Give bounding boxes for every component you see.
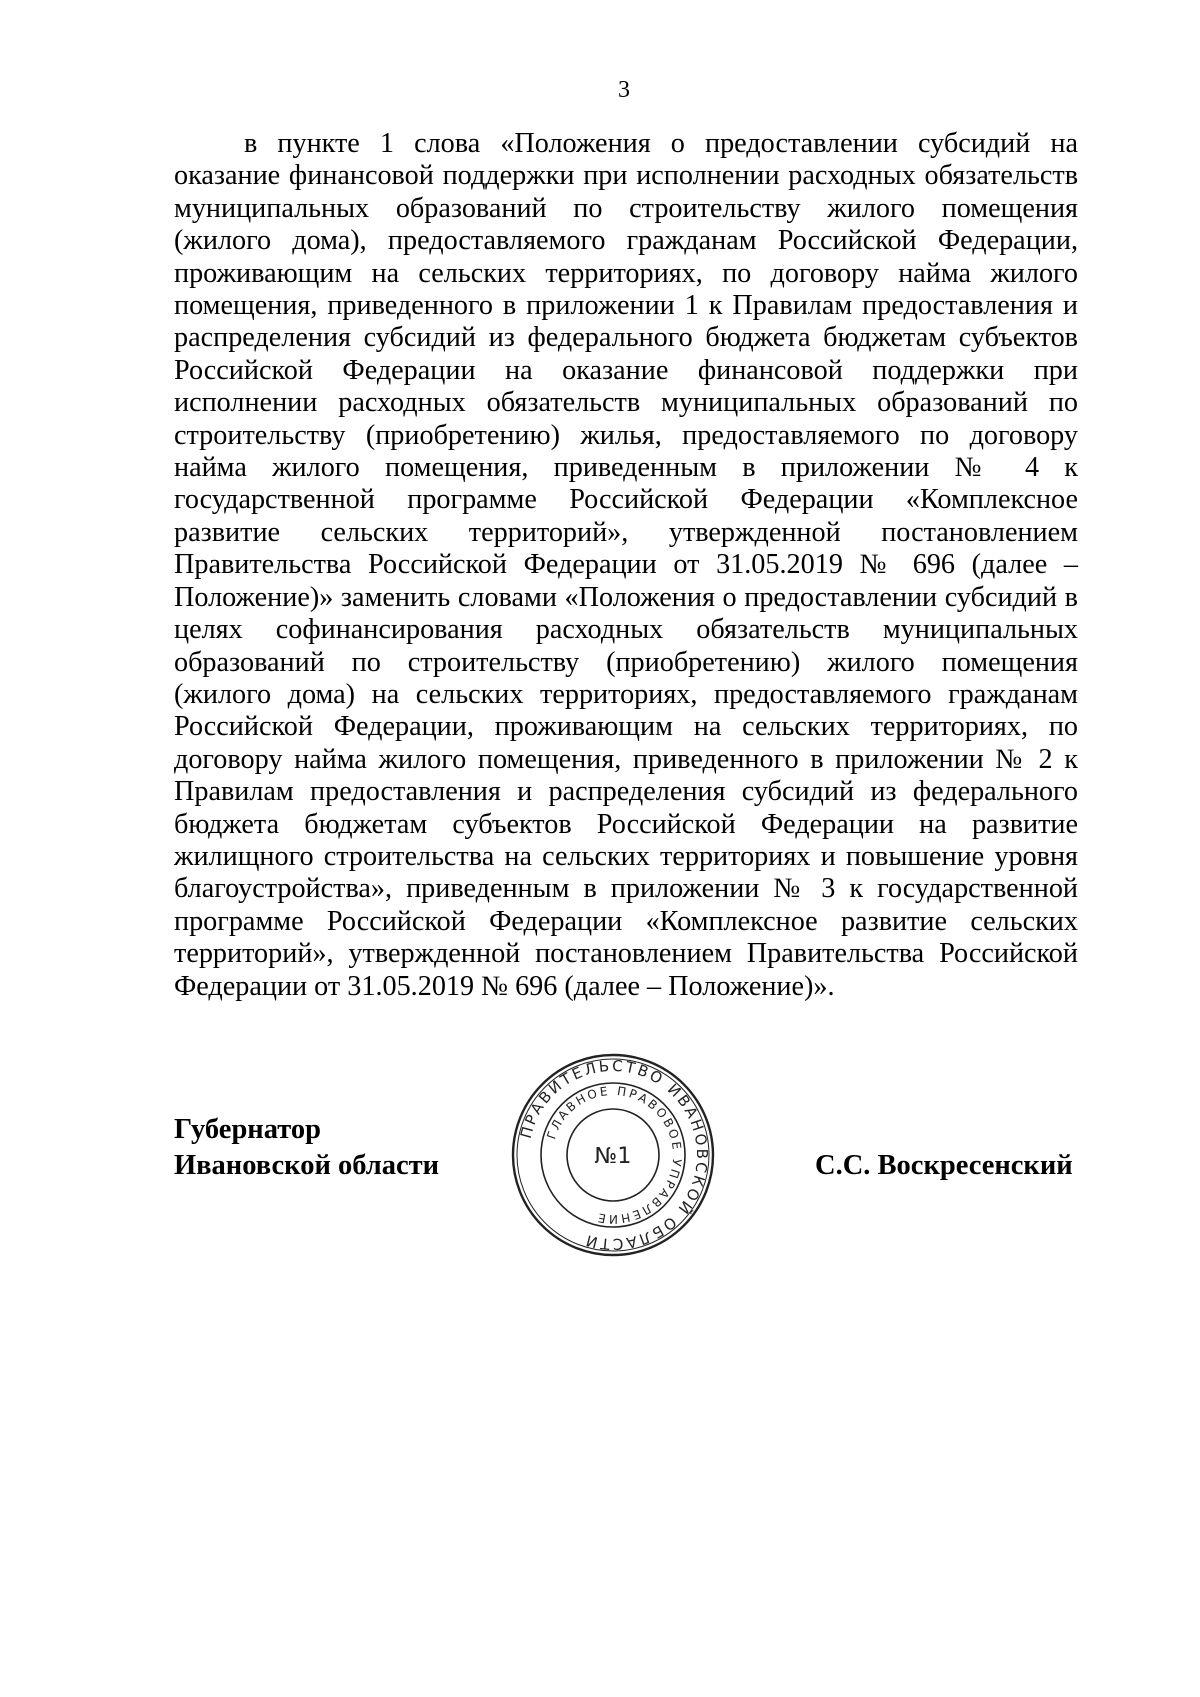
- signatory-position: [174, 1112, 439, 1184]
- signatory-position-line-1: Губернатор: [174, 1114, 321, 1145]
- signatory-position-line-2: Ивановской области: [174, 1150, 440, 1181]
- stamp-outer-text: ПРАВИТЕЛЬСТВО ИВАНОВСКОЙ ОБЛАСТИ: [516, 1056, 712, 1254]
- stamp-center-number: №1: [594, 1144, 632, 1169]
- signatory-name: С.С. Воскресенский: [815, 1150, 1073, 1181]
- body-paragraph: в пункте 1 слова «Положения о предоставлении субсидий на оказание финансовой поддержки при исполнении расходных обязательств муниципальных образований по строительству жилого помещения (жилого дома), предоставляемого гражданам Российской Федерации, проживающим на сельских территориях, по договору найма жилого помещения, приведенного в приложении 1 к Правилам предоставления и распределения субсидий из федерального бюджета бюджетам субъектов Российской Федерации на оказание финансовой поддержки при исполнении расходных обязательств муниципальных образований по строительству (приобретению) жилья, предоставляемого по договору найма жилого помещения, приведенным в приложении № 4 к государственной программе Российской Федерации «Комплексное развитие сельских территорий», утвержденной постановлением Правительства Российской Федерации от 31.05.2019 № 696 (далее – Положение)» заменить словами «Положения о предоставлении субсидий в целях софинансирования расходных обязательств муниципальных образований по строительству (приобретению) жилого помещения (жилого дома) на сельских территориях, предоставляемого гражданам Российской Федерации, проживающим на сельских территориях, по договору найма жилого помещения, приведенного в приложении № 2 к Правилам предоставления и распределения субсидий из федерального бюджета бюджетам субъектов Российской Федерации на развитие жилищного строительства на сельских территориях и повышение уровня благоустройства», приведенным в приложении № 3 к государственной программе Российской Федерации «Комплексное развитие сельских территорий», утвержденной постановлением Правительства Российской Федерации от 31.05.2019 № 696 (далее – Положение)».: [174, 128, 1078, 1002]
- stamp-inner-text: ГЛАВНОЕ ПРАВОВОЕ УПРАВЛЕНИЕ: [544, 1083, 685, 1227]
- official-seal-stamp: [508, 1050, 718, 1260]
- page-number: 3: [618, 77, 630, 103]
